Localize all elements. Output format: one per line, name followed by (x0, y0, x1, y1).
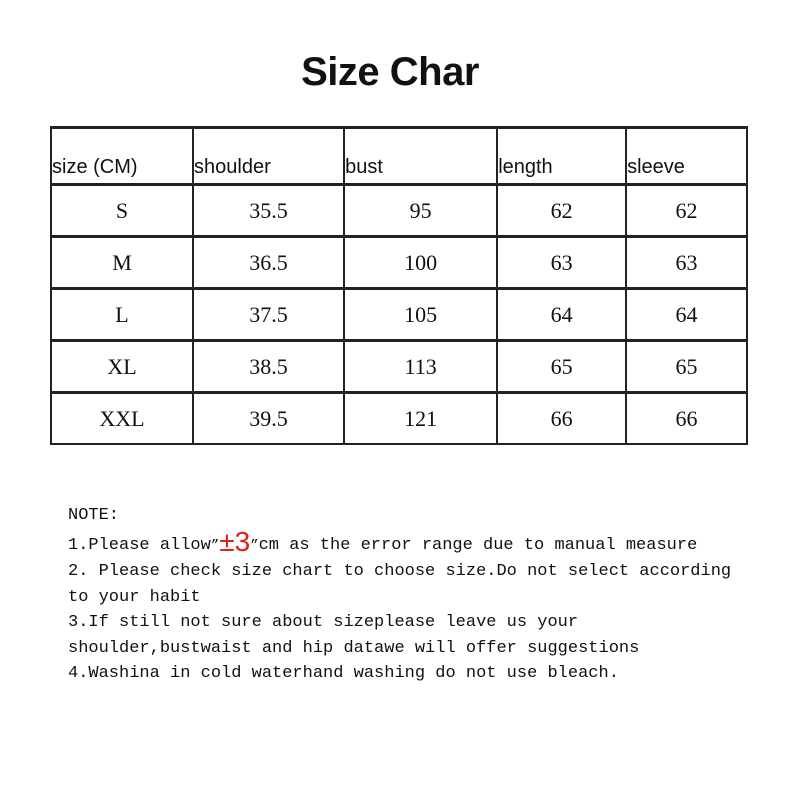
header-length: length (497, 128, 626, 185)
cell-shoulder: 35.5 (193, 185, 344, 237)
header-sleeve: sleeve (626, 128, 747, 185)
table-row (51, 237, 747, 289)
header-bust: bust (344, 128, 497, 185)
cell-length: 65 (497, 341, 626, 393)
header-size: size (CM) (51, 128, 193, 185)
error-range-highlight: ±3 (219, 525, 251, 557)
cell-length: 64 (497, 289, 626, 341)
note-2-line-2: to your habit (68, 587, 201, 607)
cell-length: 66 (497, 393, 626, 445)
cell-length: 63 (497, 237, 626, 289)
table-row (51, 341, 747, 393)
cell-bust: 105 (344, 289, 497, 341)
cell-size: XXL (51, 393, 193, 445)
note-1-text: 1.Please allow (68, 535, 211, 555)
cell-size: M (51, 237, 193, 289)
cell-bust: 113 (344, 341, 497, 393)
cell-size: XL (51, 341, 193, 393)
note-1-text-end: cm as the error range due to manual measure (258, 535, 698, 555)
cell-sleeve: 65 (626, 341, 747, 393)
cell-shoulder: 37.5 (193, 289, 344, 341)
cell-shoulder: 38.5 (193, 341, 344, 393)
note-4: 4.Washina in cold waterhand washing do not use bleach. (68, 664, 619, 683)
cell-shoulder: 36.5 (193, 237, 344, 289)
note-3-line-1: 3.If still not sure about sizeplease leave us your (68, 613, 579, 632)
note-3-line-2: shoulder,bustwaist and hip datawe will offer suggestions (68, 638, 640, 658)
table-header-row (51, 128, 747, 185)
cell-sleeve: 62 (626, 185, 747, 237)
cell-sleeve: 63 (626, 237, 747, 289)
header-shoulder: shoulder (193, 128, 344, 185)
note-1-close-quote: ” (250, 537, 259, 554)
note-2-line-1: 2. Please check size chart to choose size.Do not select according (68, 562, 732, 581)
table-row (51, 289, 747, 341)
cell-bust: 100 (344, 237, 497, 289)
size-chart-table (50, 126, 748, 445)
note-1 (68, 525, 768, 560)
cell-bust: 95 (344, 185, 497, 237)
note-1-open-quote: ” (210, 537, 220, 554)
cell-sleeve: 64 (626, 289, 747, 341)
notes-section (68, 503, 768, 687)
notes-heading: NOTE: (68, 506, 120, 525)
cell-size: L (51, 289, 193, 341)
cell-sleeve: 66 (626, 393, 747, 445)
cell-bust: 121 (344, 393, 497, 445)
cell-size: S (51, 185, 193, 237)
cell-length: 62 (497, 185, 626, 237)
cell-shoulder: 39.5 (193, 393, 344, 445)
table-row (51, 393, 747, 445)
table-row (51, 185, 747, 237)
page-title: Size Char (301, 50, 479, 94)
